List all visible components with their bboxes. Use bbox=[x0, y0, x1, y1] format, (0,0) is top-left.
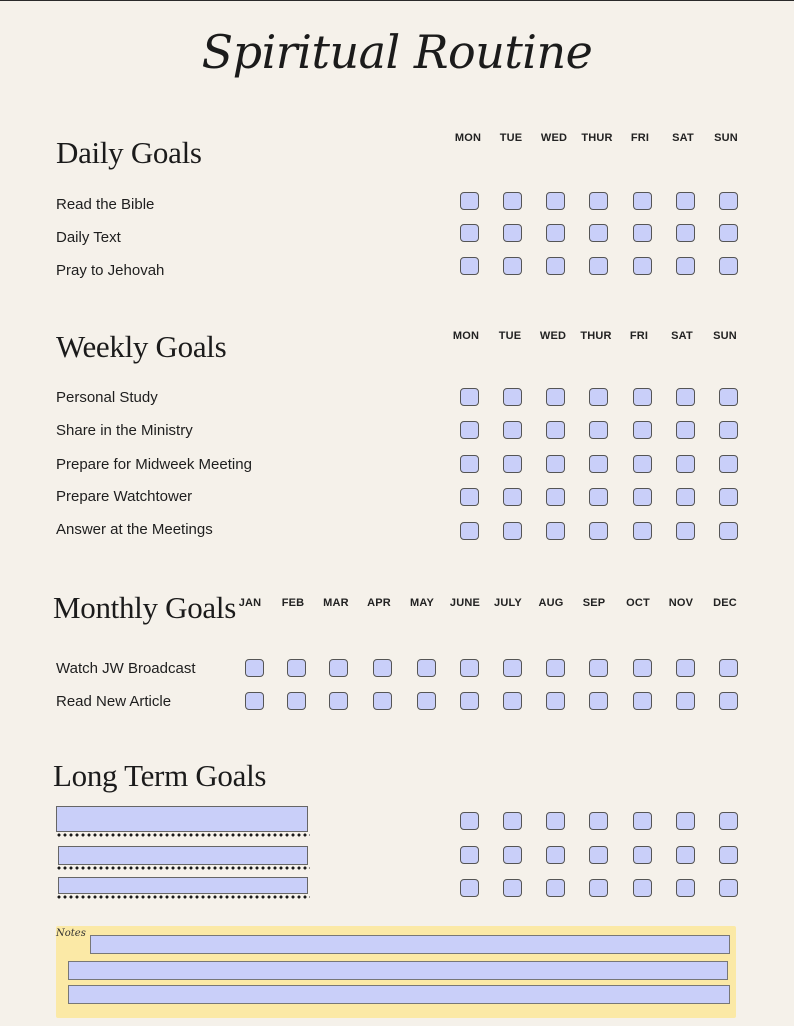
weekly-goal-label: Answer at the Meetings bbox=[56, 521, 213, 538]
longterm-goal-checkbox[interactable] bbox=[676, 879, 695, 897]
page-title: Spiritual Routine bbox=[201, 25, 593, 79]
monthly-header-feb: FEB bbox=[281, 597, 305, 609]
notes-label: Notes bbox=[56, 928, 86, 939]
monthly-goal-checkbox[interactable] bbox=[417, 692, 436, 710]
monthly-goal-label: Read New Article bbox=[56, 693, 172, 710]
weekly-goal-checkbox[interactable] bbox=[460, 488, 479, 506]
longterm-goal-field[interactable] bbox=[58, 846, 308, 865]
daily-header-sat: SAT bbox=[672, 132, 694, 144]
daily-header-fri: FRI bbox=[630, 132, 650, 144]
monthly-goal-checkbox[interactable] bbox=[633, 692, 652, 710]
weekly-goal-checkbox[interactable] bbox=[546, 488, 565, 506]
longterm-goal-field[interactable] bbox=[58, 877, 308, 894]
longterm-goal-field[interactable] bbox=[56, 806, 308, 832]
weekly-goal-checkbox[interactable] bbox=[719, 522, 738, 540]
weekly-goal-checkbox[interactable] bbox=[503, 455, 522, 473]
daily-goal-checkbox[interactable] bbox=[460, 192, 479, 210]
monthly-goal-label: Watch JW Broadcast bbox=[56, 660, 196, 677]
daily-goal-label: Daily Text bbox=[56, 229, 121, 246]
daily-goal-checkbox[interactable] bbox=[676, 224, 695, 242]
daily-goal-checkbox[interactable] bbox=[460, 224, 479, 242]
weekly-goal-checkbox[interactable] bbox=[460, 388, 479, 406]
weekly-goal-checkbox[interactable] bbox=[633, 455, 652, 473]
daily-goal-checkbox[interactable] bbox=[719, 224, 738, 242]
daily-goal-checkbox[interactable] bbox=[719, 192, 738, 210]
weekly-goal-checkbox[interactable] bbox=[633, 522, 652, 540]
weekly-goal-label: Prepare Watchtower bbox=[56, 488, 193, 505]
monthly-header-sep: SEP bbox=[582, 597, 606, 609]
longterm-goal-checkbox[interactable] bbox=[589, 846, 608, 864]
weekly-goal-checkbox[interactable] bbox=[676, 488, 695, 506]
daily-goal-label: Read the Bible bbox=[56, 196, 155, 213]
daily-goal-checkbox[interactable] bbox=[503, 257, 522, 275]
longterm-goal-checkbox[interactable] bbox=[633, 879, 652, 897]
longterm-dotted-underline bbox=[56, 866, 310, 870]
weekly-goal-checkbox[interactable] bbox=[719, 455, 738, 473]
longterm-goal-checkbox[interactable] bbox=[633, 812, 652, 830]
longterm-goal-checkbox[interactable] bbox=[546, 812, 565, 830]
longterm-goal-checkbox[interactable] bbox=[719, 812, 738, 830]
daily-goal-checkbox[interactable] bbox=[589, 224, 608, 242]
monthly-goal-checkbox[interactable] bbox=[245, 659, 264, 677]
weekly-goal-checkbox[interactable] bbox=[676, 522, 695, 540]
daily-goal-checkbox[interactable] bbox=[633, 257, 652, 275]
daily-header-thur: THUR bbox=[581, 132, 613, 144]
weekly-header-thur: THUR bbox=[580, 330, 612, 342]
weekly-goal-checkbox[interactable] bbox=[633, 388, 652, 406]
daily-goal-checkbox[interactable] bbox=[460, 257, 479, 275]
monthly-goal-checkbox[interactable] bbox=[546, 659, 565, 677]
weekly-goal-checkbox[interactable] bbox=[719, 388, 738, 406]
monthly-goal-checkbox[interactable] bbox=[460, 692, 479, 710]
daily-goal-checkbox[interactable] bbox=[589, 257, 608, 275]
longterm-goal-checkbox[interactable] bbox=[589, 812, 608, 830]
weekly-goal-checkbox[interactable] bbox=[460, 455, 479, 473]
longterm-goal-checkbox[interactable] bbox=[460, 846, 479, 864]
weekly-header-tue: TUE bbox=[498, 330, 522, 342]
longterm-dotted-underline bbox=[56, 833, 310, 837]
weekly-goal-checkbox[interactable] bbox=[589, 388, 608, 406]
monthly-goal-checkbox[interactable] bbox=[719, 659, 738, 677]
monthly-header-oct: OCT bbox=[626, 597, 650, 609]
monthly-goals-title: Monthly Goals bbox=[53, 590, 236, 625]
daily-header-mon: MON bbox=[454, 132, 482, 144]
monthly-goal-checkbox[interactable] bbox=[719, 692, 738, 710]
monthly-goal-checkbox[interactable] bbox=[373, 659, 392, 677]
monthly-goal-checkbox[interactable] bbox=[503, 659, 522, 677]
daily-goal-checkbox[interactable] bbox=[546, 257, 565, 275]
monthly-goal-checkbox[interactable] bbox=[633, 659, 652, 677]
monthly-goal-checkbox[interactable] bbox=[245, 692, 264, 710]
weekly-header-fri: FRI bbox=[629, 330, 649, 342]
monthly-header-may: MAY bbox=[409, 597, 435, 609]
daily-goal-checkbox[interactable] bbox=[676, 192, 695, 210]
weekly-goal-checkbox[interactable] bbox=[676, 421, 695, 439]
weekly-goal-checkbox[interactable] bbox=[633, 488, 652, 506]
longterm-goal-checkbox[interactable] bbox=[676, 846, 695, 864]
longterm-goal-checkbox[interactable] bbox=[460, 879, 479, 897]
weekly-header-sun: SUN bbox=[713, 330, 737, 342]
daily-goal-checkbox[interactable] bbox=[546, 224, 565, 242]
weekly-header-wed: WED bbox=[539, 330, 567, 342]
monthly-header-nov: NOV bbox=[668, 597, 694, 609]
weekly-goal-checkbox[interactable] bbox=[546, 421, 565, 439]
monthly-goal-checkbox[interactable] bbox=[546, 692, 565, 710]
longterm-goals-title: Long Term Goals bbox=[53, 758, 267, 793]
longterm-goal-checkbox[interactable] bbox=[719, 846, 738, 864]
notes-line-field[interactable] bbox=[68, 961, 728, 980]
weekly-goal-checkbox[interactable] bbox=[546, 455, 565, 473]
longterm-goal-checkbox[interactable] bbox=[719, 879, 738, 897]
monthly-goal-checkbox[interactable] bbox=[373, 692, 392, 710]
weekly-header-mon: MON bbox=[452, 330, 480, 342]
longterm-goal-checkbox[interactable] bbox=[460, 812, 479, 830]
daily-goal-checkbox[interactable] bbox=[719, 257, 738, 275]
monthly-goal-checkbox[interactable] bbox=[287, 692, 306, 710]
weekly-goal-checkbox[interactable] bbox=[460, 522, 479, 540]
daily-goal-checkbox[interactable] bbox=[633, 192, 652, 210]
weekly-goal-checkbox[interactable] bbox=[719, 488, 738, 506]
monthly-goal-checkbox[interactable] bbox=[287, 659, 306, 677]
monthly-header-mar: MAR bbox=[323, 597, 349, 609]
monthly-header-june: JUNE bbox=[449, 597, 481, 609]
daily-header-wed: WED bbox=[540, 132, 568, 144]
weekly-goals-title: Weekly Goals bbox=[56, 329, 227, 364]
longterm-goal-checkbox[interactable] bbox=[633, 846, 652, 864]
weekly-goal-checkbox[interactable] bbox=[546, 388, 565, 406]
monthly-header-jan: JAN bbox=[238, 597, 262, 609]
daily-goal-checkbox[interactable] bbox=[546, 192, 565, 210]
longterm-dotted-underline bbox=[56, 895, 310, 899]
longterm-goal-checkbox[interactable] bbox=[503, 812, 522, 830]
weekly-goal-label: Prepare for Midweek Meeting bbox=[56, 456, 252, 473]
monthly-goal-checkbox[interactable] bbox=[503, 692, 522, 710]
monthly-header-dec: DEC bbox=[713, 597, 737, 609]
daily-header-tue: TUE bbox=[499, 132, 523, 144]
longterm-goal-checkbox[interactable] bbox=[589, 879, 608, 897]
longterm-goal-checkbox[interactable] bbox=[546, 846, 565, 864]
weekly-goal-checkbox[interactable] bbox=[676, 455, 695, 473]
weekly-goal-checkbox[interactable] bbox=[589, 522, 608, 540]
monthly-header-apr: APR bbox=[367, 597, 391, 609]
daily-goals-title: Daily Goals bbox=[56, 135, 202, 170]
weekly-goal-checkbox[interactable] bbox=[589, 421, 608, 439]
monthly-goal-checkbox[interactable] bbox=[417, 659, 436, 677]
notes-line-field[interactable] bbox=[90, 935, 730, 954]
monthly-goal-checkbox[interactable] bbox=[460, 659, 479, 677]
monthly-goal-checkbox[interactable] bbox=[589, 692, 608, 710]
monthly-goal-checkbox[interactable] bbox=[329, 659, 348, 677]
daily-header-sun: SUN bbox=[714, 132, 738, 144]
weekly-goal-checkbox[interactable] bbox=[503, 421, 522, 439]
daily-goal-checkbox[interactable] bbox=[589, 192, 608, 210]
daily-goal-checkbox[interactable] bbox=[633, 224, 652, 242]
weekly-goal-checkbox[interactable] bbox=[460, 421, 479, 439]
notes-line-field[interactable] bbox=[68, 985, 730, 1004]
weekly-goal-label: Share in the Ministry bbox=[56, 422, 193, 439]
longterm-goal-checkbox[interactable] bbox=[503, 879, 522, 897]
monthly-goal-checkbox[interactable] bbox=[329, 692, 348, 710]
daily-goal-checkbox[interactable] bbox=[503, 224, 522, 242]
monthly-goal-checkbox[interactable] bbox=[589, 659, 608, 677]
daily-goal-checkbox[interactable] bbox=[503, 192, 522, 210]
weekly-goal-checkbox[interactable] bbox=[503, 388, 522, 406]
weekly-goal-checkbox[interactable] bbox=[589, 455, 608, 473]
monthly-goal-checkbox[interactable] bbox=[676, 692, 695, 710]
monthly-header-july: JULY bbox=[494, 597, 522, 609]
weekly-goal-checkbox[interactable] bbox=[503, 522, 522, 540]
monthly-goal-checkbox[interactable] bbox=[676, 659, 695, 677]
longterm-goal-checkbox[interactable] bbox=[676, 812, 695, 830]
weekly-goal-checkbox[interactable] bbox=[676, 388, 695, 406]
weekly-header-sat: SAT bbox=[671, 330, 693, 342]
longterm-goal-checkbox[interactable] bbox=[546, 879, 565, 897]
monthly-header-aug: AUG bbox=[538, 597, 564, 609]
weekly-goal-checkbox[interactable] bbox=[633, 421, 652, 439]
weekly-goal-checkbox[interactable] bbox=[503, 488, 522, 506]
weekly-goal-checkbox[interactable] bbox=[546, 522, 565, 540]
weekly-goal-label: Personal Study bbox=[56, 389, 158, 406]
weekly-goal-checkbox[interactable] bbox=[589, 488, 608, 506]
daily-goal-label: Pray to Jehovah bbox=[56, 262, 165, 279]
weekly-goal-checkbox[interactable] bbox=[719, 421, 738, 439]
daily-goal-checkbox[interactable] bbox=[676, 257, 695, 275]
longterm-goal-checkbox[interactable] bbox=[503, 846, 522, 864]
